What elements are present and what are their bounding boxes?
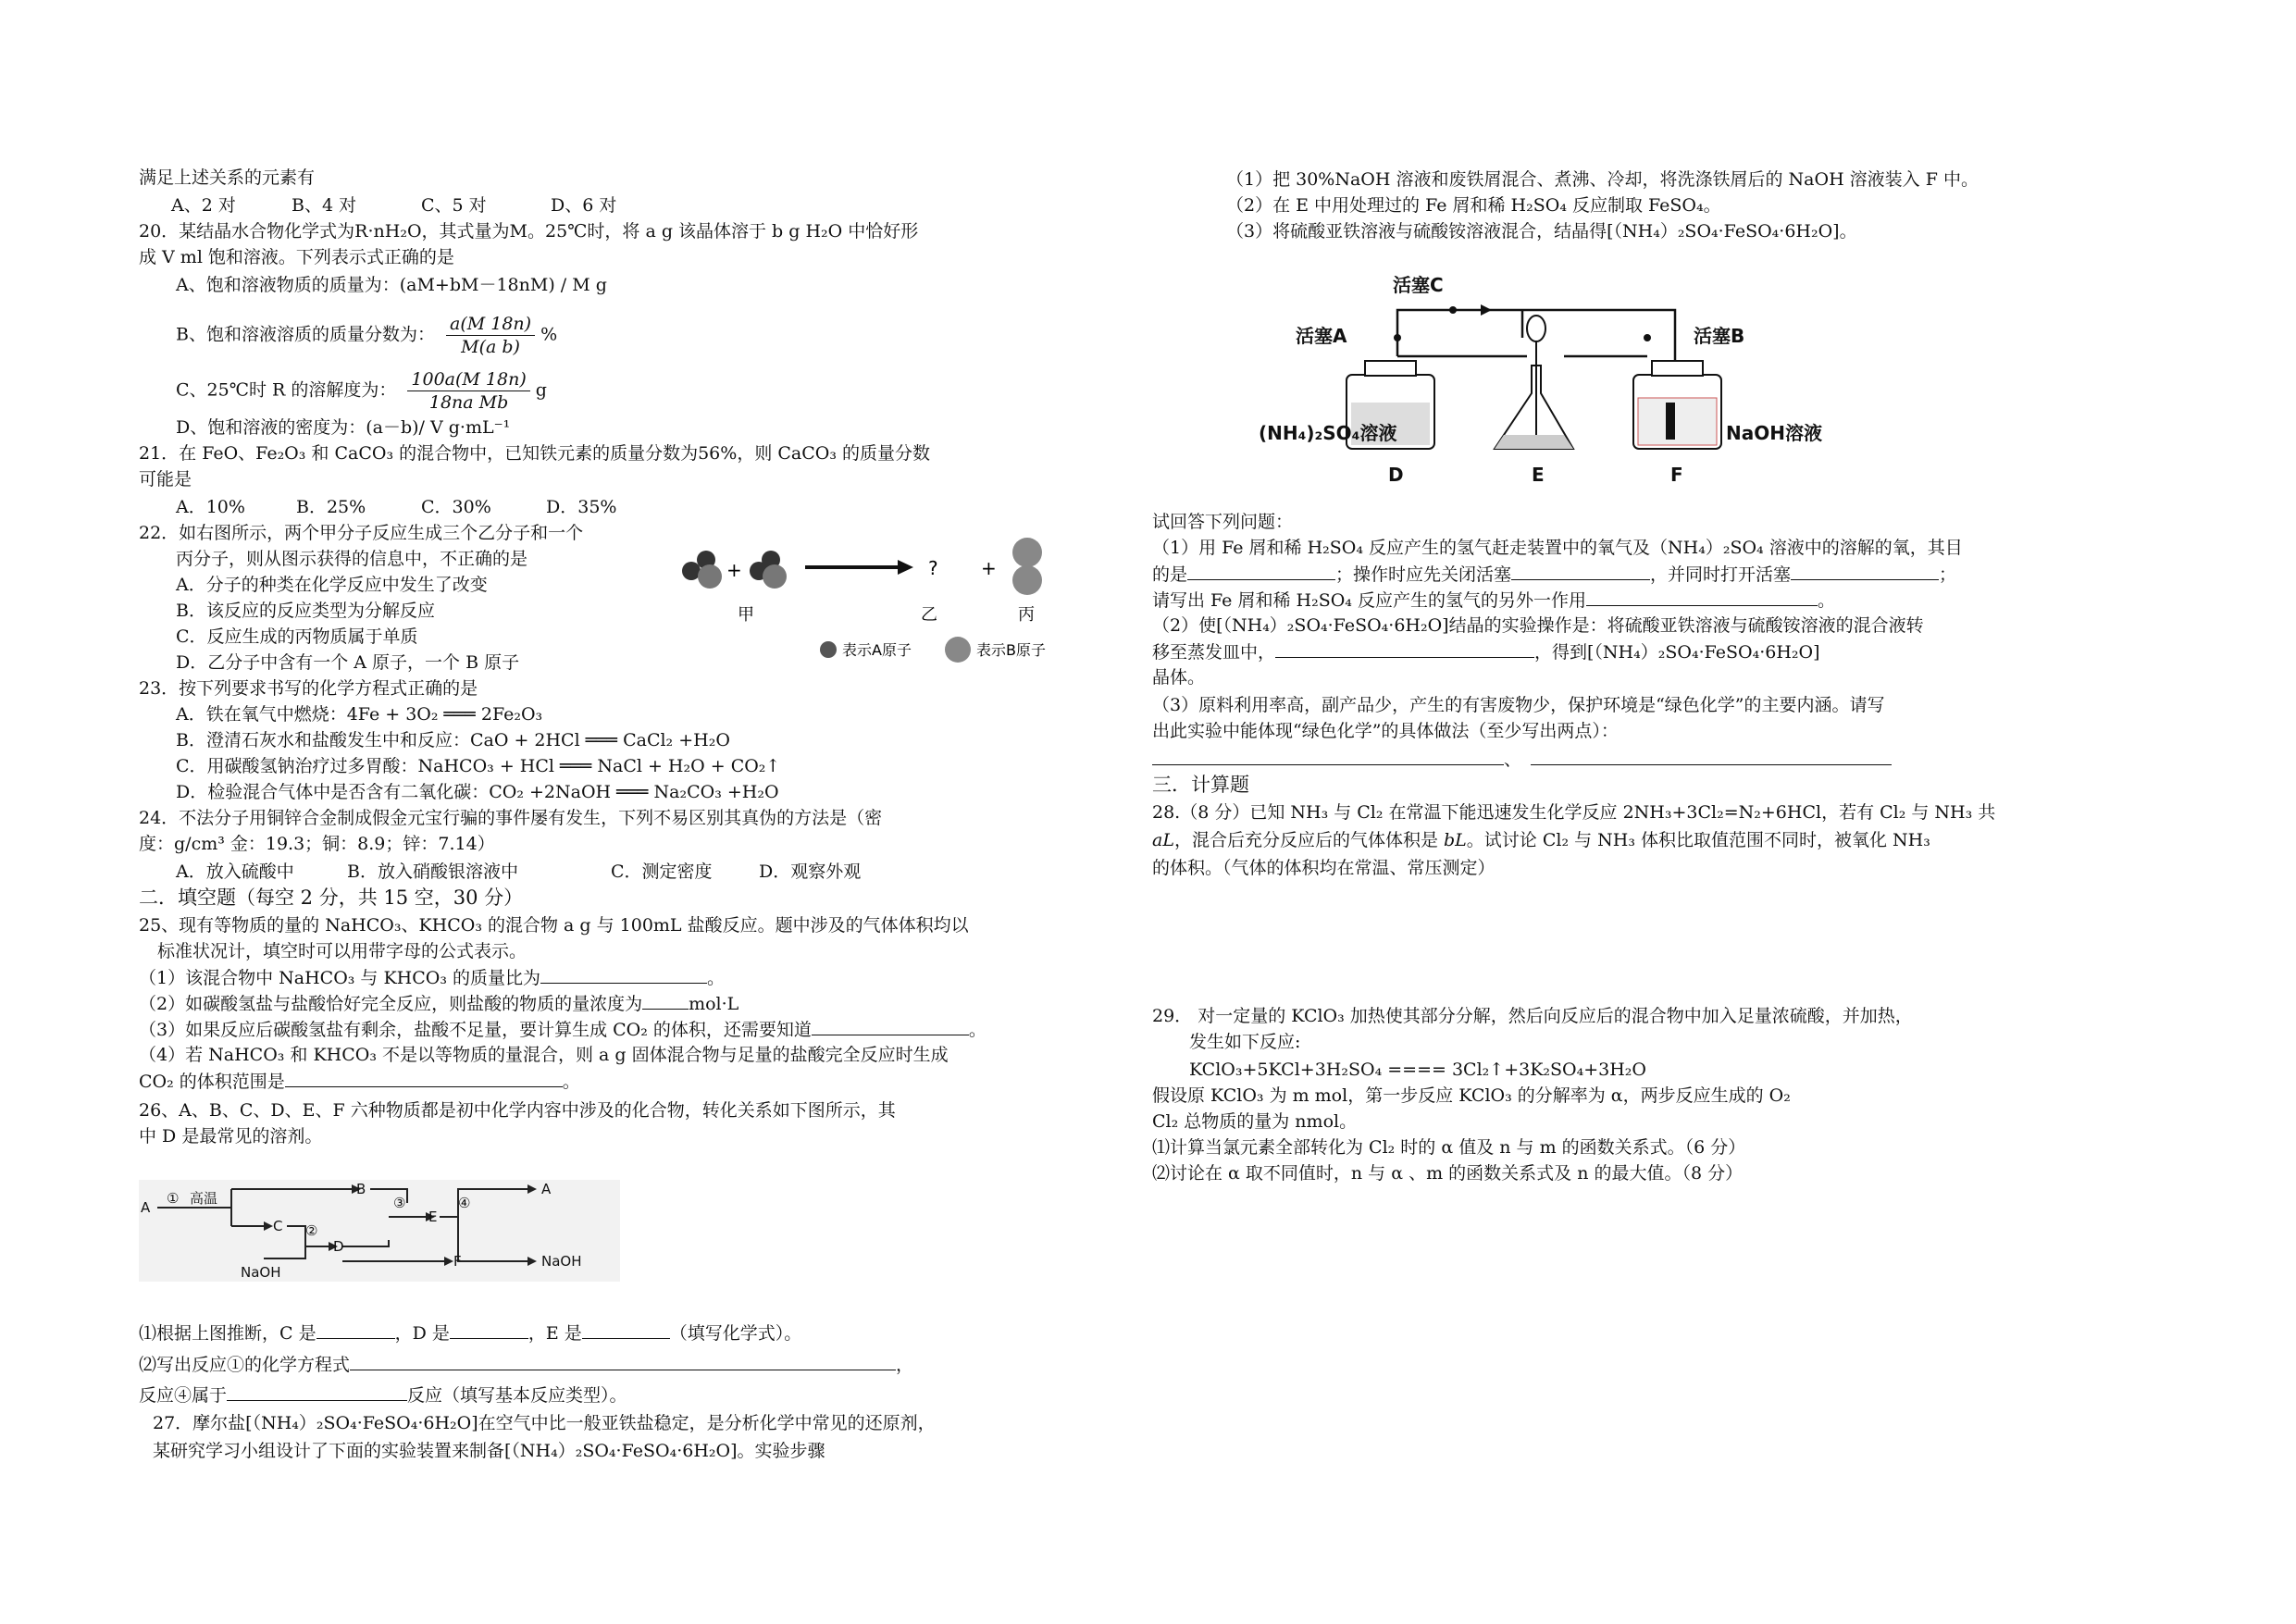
question-25-part2 xyxy=(139,992,738,1015)
section-heading-fill: 二．填空题（每空 2 分，共 15 空，30 分） xyxy=(139,886,524,909)
question-27-part3-answers: 、 xyxy=(1152,748,1892,771)
question-21-line2: 可能是 xyxy=(139,469,192,490)
prompt: ；操作时应先关闭活塞 xyxy=(1335,564,1512,585)
unit: g xyxy=(535,379,547,401)
label-e: E xyxy=(1532,464,1545,486)
prompt: ，得到[（NH₄）₂SO₄·FeSO₄·6H₂O] xyxy=(1534,642,1820,663)
step-3: （3）将硫酸亚铁溶液与硫酸铵溶液混合，结晶得[（NH₄）₂SO₄·FeSO₄·6H₂O]。 xyxy=(1226,221,1857,242)
prompt: ⑴根据上图推断，C 是 xyxy=(139,1323,316,1344)
question-27-line1: 27．摩尔盐[（NH₄）₂SO₄·FeSO₄·6H₂O]在空气中比一般亚铁盐稳定，是分析化学中常见的还原剂， xyxy=(153,1413,936,1433)
step-2: （2）在 E 中用处理过的 Fe 屑和稀 H₂SO₄ 反应制取 FeSO₄。 xyxy=(1226,195,1721,216)
molecule-bing xyxy=(1012,538,1042,595)
question-25-line1: 25、现有等物质的量的 NaHCO₃、KHCO₃ 的混合物 a g 与 100mL 盐酸反应。题中涉及的气体体积均以 xyxy=(139,915,969,936)
question-20-option-a: A、饱和溶液物质的质量为：(aM+bM－18nM) / M g xyxy=(176,275,607,295)
question-22-line1: 22．如右图所示，两个甲分子反应生成三个乙分子和一个 xyxy=(139,523,584,543)
option-b: B．澄清石灰水和盐酸发生中和反应：CaO + 2HCl ═══ CaCl₂ +H₂O xyxy=(176,730,730,750)
node-a: A xyxy=(141,1199,151,1216)
question-27-part1-line1: （1）用 Fe 屑和稀 H₂SO₄ 反应产生的氢气赶走装置中的氧气及（NH₄）₂SO₄ 溶液中的溶解的氧，其目 xyxy=(1152,538,1963,558)
arrow-icon xyxy=(1481,304,1492,316)
plus-sign: + xyxy=(726,559,742,581)
fraction xyxy=(446,313,535,358)
step-4: ④ xyxy=(458,1195,471,1211)
text: 。试讨论 Cl₂ 与 NH₃ 体积比取值范围不同时，被氧化 NH₃ xyxy=(1466,830,1930,850)
legend-b-atom xyxy=(945,637,971,663)
node-e: E xyxy=(428,1209,438,1225)
valve-a-label: 活塞A xyxy=(1296,325,1347,347)
answer-blank[interactable] xyxy=(1187,563,1335,580)
bottle-d-stopper xyxy=(1365,361,1416,376)
question-27-part3-line2: 出此实验中能体现“绿色化学”的具体做法（至少写出两点）： xyxy=(1152,721,1619,741)
variable-a: aL xyxy=(1152,830,1174,850)
answer-blank[interactable] xyxy=(350,1353,896,1370)
valve-c-label: 活塞C xyxy=(1393,274,1444,296)
option-c: C、5 对 xyxy=(421,195,487,216)
question-28-line3: 的体积。（气体的体积均在常温、常压测定） xyxy=(1152,858,1496,878)
legend-b-label: 表示B原子 xyxy=(976,641,1046,659)
question-25-line2: 标准状况计，填空时可以用带字母的公式表示。 xyxy=(157,941,527,961)
question-27-part3-line1: （3）原料利用率高，副产品少，产生的有害废物少，保护环境是“绿色化学”的主要内涵。请写 xyxy=(1152,695,1885,715)
answer-blank[interactable] xyxy=(642,992,689,1010)
answer-blank-c[interactable] xyxy=(316,1321,395,1339)
prompt: 的是 xyxy=(1152,564,1188,585)
step-3: ③ xyxy=(393,1195,406,1211)
valve-a-icon xyxy=(1394,334,1401,341)
variable-b: bL xyxy=(1444,830,1467,850)
valve-b-icon xyxy=(1644,334,1651,341)
solution-e xyxy=(1495,435,1573,449)
answer-blank[interactable] xyxy=(1152,748,1504,765)
plus-sign: + xyxy=(981,557,997,579)
question-29-line1: 29． 对一定量的 KClO₃ 加热使其部分分解，然后向反应后的混合物中加入足量浓硫酸，并加热， xyxy=(1152,1006,1913,1026)
option-a: A．10% xyxy=(176,497,245,517)
answer-blank[interactable] xyxy=(1791,563,1939,580)
option-c: C．30% xyxy=(421,497,491,517)
option-label: B、饱和溶液溶质的质量分数为： xyxy=(176,324,435,345)
option-d: D．观察外观 xyxy=(759,862,862,882)
legend-a-label: 表示A原子 xyxy=(842,641,912,659)
arrow-head-icon xyxy=(898,560,913,575)
question-29-line2: 发生如下反应: xyxy=(1189,1032,1301,1052)
label-bing: 丙 xyxy=(1018,605,1035,625)
answer-blank[interactable] xyxy=(812,1018,969,1035)
question-24-line2: 度：g/cm³ 金：19.3；铜：8.9；锌：7.14） xyxy=(139,834,495,854)
answer-blank[interactable] xyxy=(285,1070,563,1087)
option-d: D．检验混合气体中是否含有二氧化碳：CO₂ +2NaOH ═══ Na₂CO₃ +H₂O xyxy=(176,782,779,802)
node-a-product: A xyxy=(541,1181,552,1197)
molecule-reaction-figure xyxy=(671,532,1115,680)
valve-b-label: 活塞B xyxy=(1694,325,1745,347)
section-heading-calc: 三．计算题 xyxy=(1152,774,1249,796)
text-line: 满足上述关系的元素有 xyxy=(139,167,316,188)
unknown-molecule: ? xyxy=(928,557,938,579)
answer-blank[interactable] xyxy=(1275,640,1534,658)
unit: % xyxy=(540,324,558,345)
prompt: ，E 是 xyxy=(527,1323,582,1344)
instructions: 试回答下列问题： xyxy=(1152,512,1294,532)
prompt: （3）如果反应后碳酸氢盐有剩余，盐酸不足量，要计算生成 CO₂ 的体积，还需要知道 xyxy=(139,1020,812,1040)
tube-in-f xyxy=(1666,403,1675,440)
prompt: CO₂ 的体积范围是 xyxy=(139,1072,285,1092)
option-a: A、2 对 xyxy=(171,195,236,216)
condition-high-temp: 高温 xyxy=(190,1190,218,1207)
option-a: A．分子的种类在化学反应中发生了改变 xyxy=(176,575,488,595)
prompt: ，D 是 xyxy=(394,1323,450,1344)
question-26-line1: 26、A、B、C、D、E、F 六种物质都是初中化学内容中涉及的化合物，转化关系如下图所示，其 xyxy=(139,1100,896,1121)
step-1: ① xyxy=(167,1190,180,1207)
option-b: B．该反应的反应类型为分解反应 xyxy=(176,601,435,621)
question-20-option-c xyxy=(176,368,547,414)
molecule-jia-1 xyxy=(682,551,722,589)
solution-d-label: (NH₄)₂SO₄溶液 xyxy=(1259,422,1397,444)
question-20-line2: 成 V ml 饱和溶液。下列表示式正确的是 xyxy=(139,247,454,267)
option-label: C、25℃时 R 的溶解度为： xyxy=(176,379,397,401)
step-2: ② xyxy=(305,1222,318,1239)
question-25-part1: （1）该混合物中 NaHCO₃ 与 KHCO₃ 的质量比为 。 xyxy=(139,968,726,988)
question-28-line2 xyxy=(1152,829,1930,851)
prompt: 反应（填写基本反应类型）。 xyxy=(407,1385,627,1406)
molecule-jia-2 xyxy=(750,551,787,589)
question-25-part4: （4）若 NaHCO₃ 和 KHCO₃ 不是以等物质的量混合，则 a g 固体混合物与足量的盐酸完全反应时生成 xyxy=(139,1045,949,1065)
question-20-option-d: D、饱和溶液的密度为：(a－b)/ V g·mL⁻¹ xyxy=(176,417,511,438)
prompt: 反应④属于 xyxy=(139,1385,228,1406)
question-22-line2: 丙分子，则从图示获得的信息中，不正确的是 xyxy=(176,549,528,569)
fraction-numerator: 100a(M 18n) xyxy=(407,368,529,391)
fraction-numerator: a(M 18n) xyxy=(446,313,535,336)
label-jia: 甲 xyxy=(738,605,754,625)
prompt: ⑵写出反应①的化学方程式 xyxy=(139,1355,351,1375)
answer-blank-d[interactable] xyxy=(450,1321,528,1339)
prompt: （填写化学式）。 xyxy=(669,1323,802,1344)
question-29-line5: Cl₂ 总物质的量为 nmol。 xyxy=(1152,1111,1358,1132)
fraction-denominator: 18na Mb xyxy=(428,392,509,413)
label-yi: 乙 xyxy=(921,605,937,625)
prompt: 移至蒸发皿中， xyxy=(1152,642,1276,663)
solution-f-label: NaOH溶液 xyxy=(1726,422,1822,444)
question-26-part3 xyxy=(139,1383,627,1407)
answer-blank[interactable] xyxy=(540,966,707,984)
answer-blank[interactable] xyxy=(1586,589,1818,606)
answer-blank-e[interactable] xyxy=(582,1321,670,1339)
option-b: B、4 对 xyxy=(292,195,357,216)
option-c: C．测定密度 xyxy=(611,862,713,882)
question-26-part1 xyxy=(139,1321,801,1345)
question-29-equation: KClO₃+5KCl+3H₂SO₄ ==== 3Cl₂↑+3K₂SO₄+3H₂O xyxy=(1189,1060,1646,1080)
option-b: B．25% xyxy=(296,497,366,517)
question-27-part2-line1: （2）使[（NH₄）₂SO₄·FeSO₄·6H₂O]结晶的实验操作是：将硫酸亚铁溶液与硫酸铵溶液的混合液转 xyxy=(1152,615,1924,636)
node-f: F xyxy=(453,1253,462,1270)
question-25-part4-line2: CO₂ 的体积范围是 。 xyxy=(139,1072,580,1092)
funnel-bulb xyxy=(1527,316,1545,341)
question-27-part1-line2: 的是 ；操作时应先关闭活塞 ，并同时打开活塞 ； xyxy=(1152,564,1957,585)
option-a: A．放入硫酸中 xyxy=(176,862,294,882)
option-a: A．铁在氧气中燃烧：4Fe + 3O₂ ═══ 2Fe₂O₃ xyxy=(176,704,543,725)
question-26-line2: 中 D 是最常见的溶剂。 xyxy=(139,1126,323,1147)
answer-blank[interactable] xyxy=(227,1383,407,1401)
apparatus-figure xyxy=(1259,273,1822,495)
legend-a-atom xyxy=(820,641,837,658)
question-20-line1: 20．某结晶水合物化学式为R·nH₂O，其式量为M。25℃时，将 a g 该晶体溶于 b g H₂O 中恰好形 xyxy=(139,221,919,242)
option-c: C．用碳酸氢钠治疗过多胃酸：NaHCO₃ + HCl ═══ NaCl + H₂O + CO₂↑ xyxy=(176,756,781,776)
question-29-part2: ⑵讨论在 α 取不同值时，n 与 α 、m 的函数关系式及 n 的最大值。（8 分） xyxy=(1152,1163,1744,1184)
option-d: D．乙分子中含有一个 A 原子，一个 B 原子 xyxy=(176,652,520,673)
question-29-part1: ⑴计算当氯元素全部转化为 Cl₂ 时的 α 值及 n 与 m 的函数关系式。（6 分） xyxy=(1152,1137,1746,1158)
fraction xyxy=(407,368,529,414)
node-b: B xyxy=(356,1181,366,1197)
bottle-f-stopper xyxy=(1652,361,1703,376)
label-d: D xyxy=(1388,464,1404,486)
question-27-part2-line3: 晶体。 xyxy=(1152,667,1206,688)
conversion-flowchart xyxy=(139,1180,620,1282)
prompt: 请写出 Fe 屑和稀 H₂SO₄ 反应产生的氢气的另外一作用 xyxy=(1152,590,1586,611)
question-29-line4: 假设原 KClO₃ 为 m mol，第一步反应 KClO₃ 的分解率为 α，两步反应生成的 O₂ xyxy=(1152,1085,1791,1106)
question-28-line1: 28.（8 分）已知 NH₃ 与 Cl₂ 在常温下能迅速发生化学反应 2NH₃+3Cl₂=N₂+6HCl，若有 Cl₂ 与 NH₃ 共 xyxy=(1152,802,1996,823)
unit: mol·L xyxy=(689,994,739,1014)
question-25-part3: （3）如果反应后碳酸氢盐有剩余，盐酸不足量，要计算生成 CO₂ 的体积，还需要知道 。 xyxy=(139,1020,987,1040)
node-c: C xyxy=(273,1218,283,1234)
question-27-part2-line2 xyxy=(1152,640,1820,663)
question-21-line1: 21．在 FeO、Fe₂O₃ 和 CaCO₃ 的混合物中，已知铁元素的质量分数为56%，则 CaCO₃ 的质量分数 xyxy=(139,443,931,464)
option-c: C．反应生成的丙物质属于单质 xyxy=(176,626,418,647)
node-naoh-reactant: NaOH xyxy=(241,1264,281,1281)
step-1: （1）把 30%NaOH 溶液和废铁屑混合、煮沸、冷却，将洗涤铁屑后的 NaOH 溶液装入 F 中。 xyxy=(1226,169,1979,190)
question-27-part1-line3: 请写出 Fe 屑和稀 H₂SO₄ 反应产生的氢气的另外一作用 。 xyxy=(1152,590,1835,611)
answer-blank[interactable] xyxy=(1511,563,1650,580)
text: ，混合后充分反应后的气体体积是 xyxy=(1173,830,1438,850)
question-27-line2: 某研究学习小组设计了下面的实验装置来制备[（NH₄）₂SO₄·FeSO₄·6H₂O]。实验步骤 xyxy=(153,1441,825,1461)
option-d: D、6 对 xyxy=(551,195,617,216)
question-26-part2: ⑵写出反应①的化学方程式 ， xyxy=(139,1355,914,1375)
node-d: D xyxy=(333,1238,344,1255)
question-20-option-b xyxy=(176,313,557,358)
option-b: B．放入硝酸银溶液中 xyxy=(347,862,518,882)
node-naoh-product: NaOH xyxy=(541,1253,582,1270)
question-23: 23．按下列要求书写的化学方程式正确的是 xyxy=(139,678,478,699)
answer-blank[interactable] xyxy=(1531,748,1892,765)
option-d: D．35% xyxy=(546,497,617,517)
valve-c-icon xyxy=(1449,306,1457,314)
fraction-denominator: M(a b) xyxy=(461,337,520,357)
prompt: ，并同时打开活塞 xyxy=(1650,564,1792,585)
prompt: （2）如碳酸氢盐与盐酸恰好完全反应，则盐酸的物质的量浓度为 xyxy=(139,994,643,1014)
question-24-line1: 24．不法分子用铜锌合金制成假金元宝行骗的事件屡有发生，下列不易区别其真伪的方法是（密 xyxy=(139,808,883,828)
solution-f xyxy=(1638,398,1717,445)
label-f: F xyxy=(1670,464,1683,486)
prompt: （1）该混合物中 NaHCO₃ 与 KHCO₃ 的质量比为 xyxy=(139,968,540,988)
